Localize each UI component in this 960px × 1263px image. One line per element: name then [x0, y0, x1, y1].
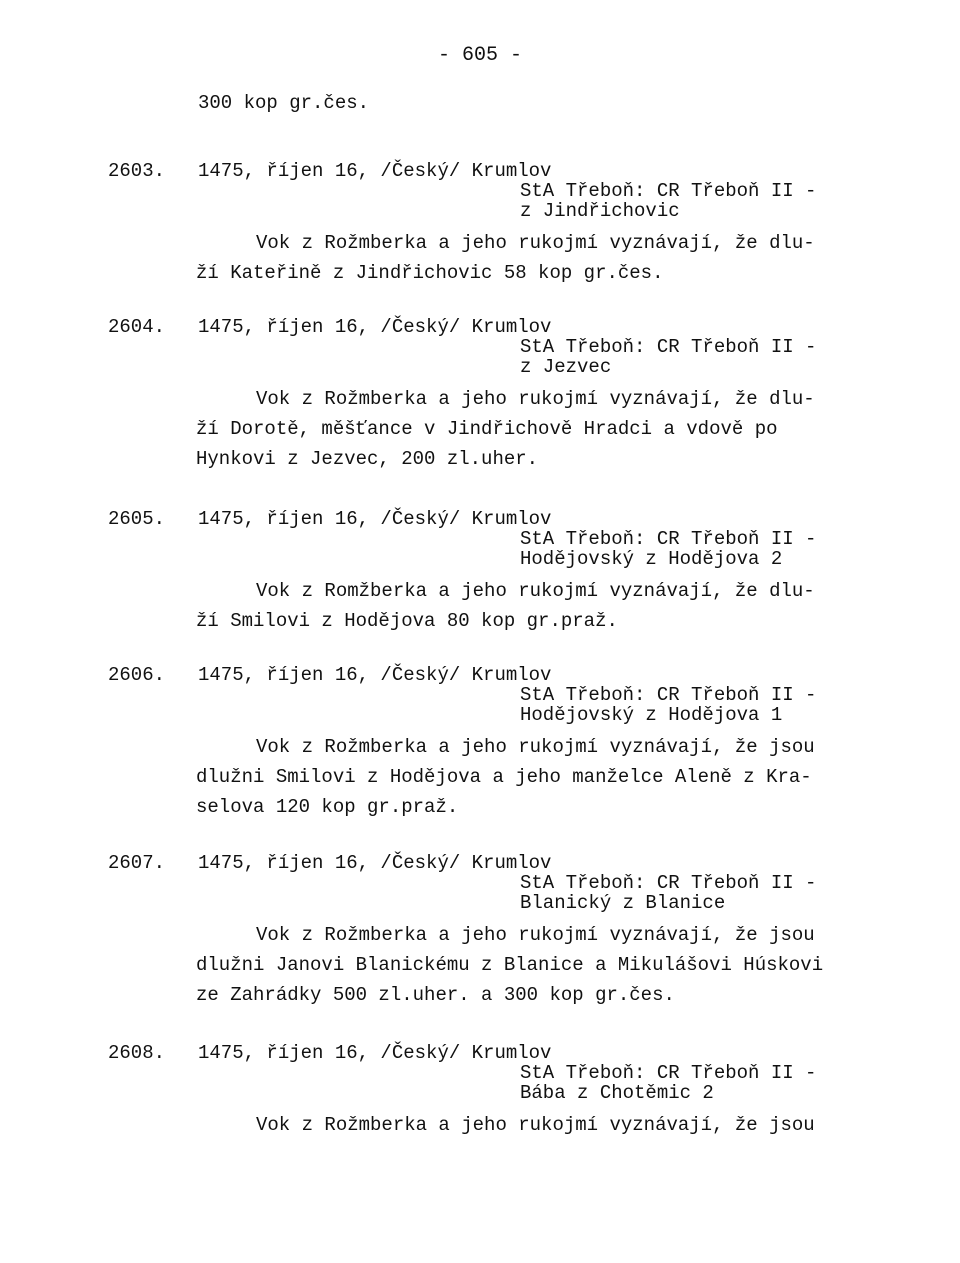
entry-archive-source: StA Třeboň: CR Třeboň II -	[520, 336, 817, 358]
regest-line: Vok z Rožmberka a jeho rukojmí vyznávají, že jsou	[256, 924, 815, 946]
regest-line: ze Zahrádky 500 zl.uher. a 300 kop gr.čes.	[196, 984, 675, 1006]
entry-date-place: 1475, říjen 16, /Český/ Krumlov	[198, 160, 552, 182]
regest-line: dlužni Janovi Blanickému z Blanice a Mikulášovi Húskovi	[196, 954, 824, 976]
entry-regest	[196, 920, 846, 1010]
entry-archive-fond: z Jindřichovic	[520, 200, 680, 222]
regest-line: Vok z Rožmberka a jeho rukojmí vyznávají, že jsou	[256, 736, 815, 758]
entry-number: 2608.	[108, 1042, 166, 1064]
entry-number: 2607.	[108, 852, 166, 874]
entry-number: 2603.	[108, 160, 166, 182]
regest-line: dlužni Smilovi z Hodějova a jeho manželce Aleně z Kra-	[196, 766, 812, 788]
page-number: - 605 -	[437, 44, 522, 67]
regest-line: Vok z Rožmberka a jeho rukojmí vyznávají, že dlu-	[256, 388, 815, 410]
entry-number: 2605.	[108, 508, 166, 530]
regest-line: ží Smilovi z Hodějova 80 kop gr.praž.	[196, 610, 618, 632]
entry-archive-fond: z Jezvec	[520, 356, 612, 378]
entry-archive-source: StA Třeboň: CR Třeboň II -	[520, 180, 817, 202]
entry-date-place: 1475, říjen 16, /Český/ Krumlov	[198, 1042, 552, 1064]
regest-line: Vok z Rožmberka a jeho rukojmí vyznávají, že dlu-	[256, 232, 815, 254]
entry-regest	[196, 576, 846, 636]
entry-date-place: 1475, říjen 16, /Český/ Krumlov	[198, 316, 552, 338]
regest-line: Hynkovi z Jezvec, 200 zl.uher.	[196, 448, 539, 470]
entry-regest	[196, 1110, 846, 1140]
entry-date-place: 1475, říjen 16, /Český/ Krumlov	[198, 508, 552, 530]
carryover-line: 300 kop gr.čes.	[198, 92, 370, 114]
entry-archive-fond: Blanický z Blanice	[520, 892, 726, 914]
regest-line: Vok z Romžberka a jeho rukojmí vyznávají, že dlu-	[256, 580, 815, 602]
entry-date-place: 1475, říjen 16, /Český/ Krumlov	[198, 664, 552, 686]
entry-archive-source: StA Třeboň: CR Třeboň II -	[520, 872, 817, 894]
entry-archive-fond: Hodějovský z Hodějova 1	[520, 704, 783, 726]
entry-archive-source: StA Třeboň: CR Třeboň II -	[520, 1062, 817, 1084]
entry-regest	[196, 228, 846, 288]
entry-regest	[196, 384, 846, 474]
regest-line: ží Kateřině z Jindřichovic 58 kop gr.čes.	[196, 262, 664, 284]
entry-archive-fond: Hodějovský z Hodějova 2	[520, 548, 783, 570]
regest-line: ží Dorotě, měšťance v Jindřichově Hradci a vdově po	[196, 418, 778, 440]
entry-number: 2606.	[108, 664, 166, 686]
entry-date-place: 1475, říjen 16, /Český/ Krumlov	[198, 852, 552, 874]
entry-number: 2604.	[108, 316, 166, 338]
entry-archive-source: StA Třeboň: CR Třeboň II -	[520, 528, 817, 550]
entry-regest	[196, 732, 846, 822]
entry-archive-source: StA Třeboň: CR Třeboň II -	[520, 684, 817, 706]
regest-line: selova 120 kop gr.praž.	[196, 796, 459, 818]
regest-line: Vok z Rožmberka a jeho rukojmí vyznávají, že jsou	[256, 1114, 815, 1136]
entry-archive-fond: Bába z Chotěmic 2	[520, 1082, 714, 1104]
